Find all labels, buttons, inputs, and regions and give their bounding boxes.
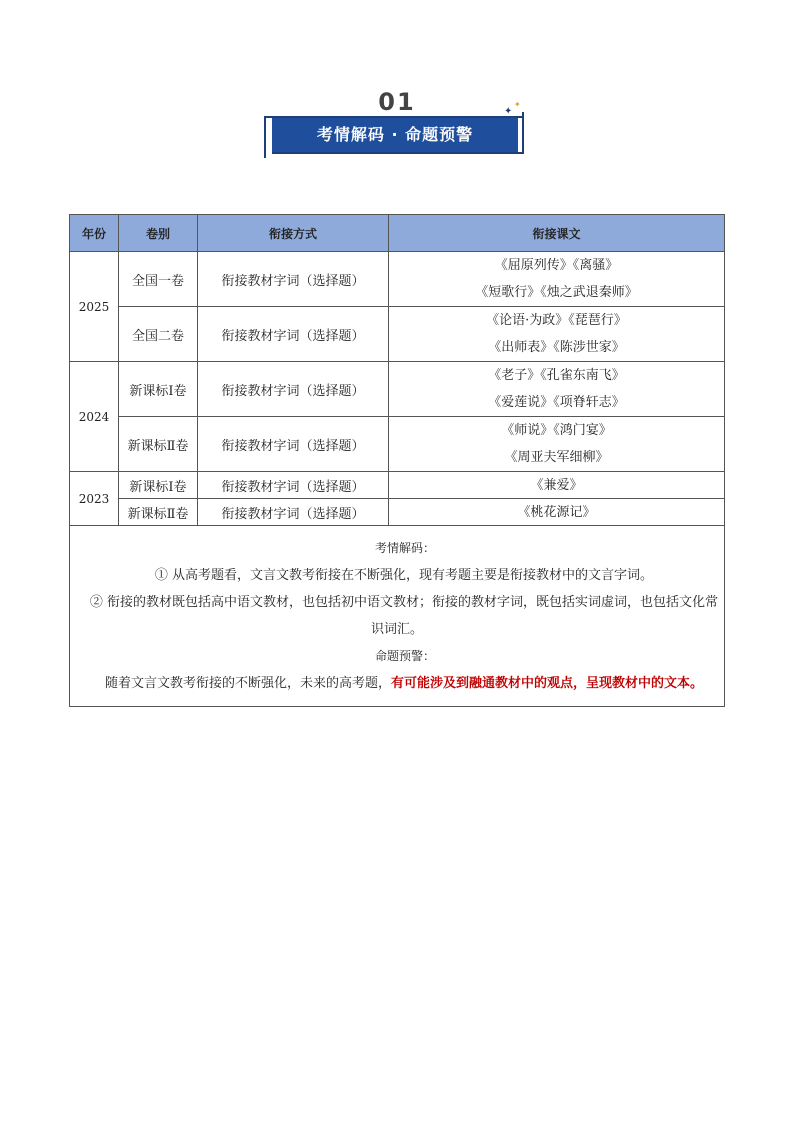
text-line: 《兼爱》 [530, 477, 583, 493]
table-row [70, 472, 725, 499]
warning-emphasis-text: 有可能涉及到融通教材中的观点，呈现教材中的文本。 [391, 676, 704, 691]
text-line: 《老子》《孔雀东南飞》 [488, 368, 625, 383]
paper-cell: 全国二卷 [119, 307, 198, 362]
sparkle-icon: ✦ [504, 106, 513, 117]
table-row [70, 307, 725, 362]
table-row [70, 252, 725, 307]
notes-point-2: ② 衔接的教材既包括高中语文教材，也包括初中语文教材；衔接的教材字词，既包括实词虚词，也包括文化常识词汇。 [89, 595, 719, 637]
texts-cell [389, 472, 725, 499]
warning-plain-text: 随着文言文教考衔接的不断强化，未来的高考题， [104, 676, 391, 691]
table-row [70, 362, 725, 417]
texts-cell [389, 252, 725, 307]
text-line: 《短歌行》《烛之武退秦师》 [475, 285, 638, 300]
notes-warning [70, 670, 724, 697]
text-line: 《出师表》《陈涉世家》 [488, 340, 625, 355]
banner-title: 考情解码 · 命题预警 [272, 118, 518, 152]
texts-cell [389, 307, 725, 362]
text-line: 《论语·为政》《琵琶行》 [486, 313, 627, 328]
texts-cell [389, 417, 725, 472]
method-cell: 衔接教材字词（选择题） [198, 499, 389, 526]
section-banner [264, 112, 528, 158]
notes-row [70, 526, 725, 707]
header-texts: 衔接课文 [389, 215, 725, 252]
text-line: 《师说》《鸿门宴》 [501, 423, 612, 438]
header-method: 衔接方式 [198, 215, 389, 252]
method-cell: 衔接教材字词（选择题） [198, 252, 389, 307]
method-cell: 衔接教材字词（选择题） [198, 472, 389, 499]
text-line: 《屈原列传》《离骚》 [494, 258, 619, 273]
method-cell: 衔接教材字词（选择题） [198, 417, 389, 472]
header-year: 年份 [70, 215, 119, 252]
method-cell: 衔接教材字词（选择题） [198, 307, 389, 362]
texts-cell [389, 499, 725, 526]
table-row [70, 499, 725, 526]
year-cell: 2025 [70, 252, 119, 362]
section-number: 01 [378, 88, 416, 116]
year-cell: 2023 [70, 472, 119, 526]
paper-cell: 新课标Ⅱ卷 [119, 499, 198, 526]
paper-cell: 新课标Ⅰ卷 [119, 472, 198, 499]
header-paper: 卷别 [119, 215, 198, 252]
notes-heading-analysis: 考情解码： [374, 541, 435, 555]
year-cell: 2024 [70, 362, 119, 472]
notes-heading-warning: 命题预警： [374, 649, 435, 663]
text-line: 《桃花源记》 [517, 504, 596, 520]
paper-cell: 新课标Ⅱ卷 [119, 417, 198, 472]
paper-cell: 新课标Ⅰ卷 [119, 362, 198, 417]
table-header-row [70, 215, 725, 252]
method-cell: 衔接教材字词（选择题） [198, 362, 389, 417]
table-row [70, 417, 725, 472]
texts-cell [389, 362, 725, 417]
paper-cell: 全国一卷 [119, 252, 198, 307]
text-line: 《爱莲说》《项脊轩志》 [488, 395, 625, 410]
exam-link-table [69, 214, 725, 707]
sparkle-small-icon: ✦ [514, 100, 521, 109]
text-line: 《周亚夫军细柳》 [504, 450, 609, 465]
notes-point-1: ① 从高考题看，文言文教考衔接在不断强化，现有考题主要是衔接教材中的文言字词。 [154, 568, 654, 583]
notes-cell [70, 526, 725, 707]
